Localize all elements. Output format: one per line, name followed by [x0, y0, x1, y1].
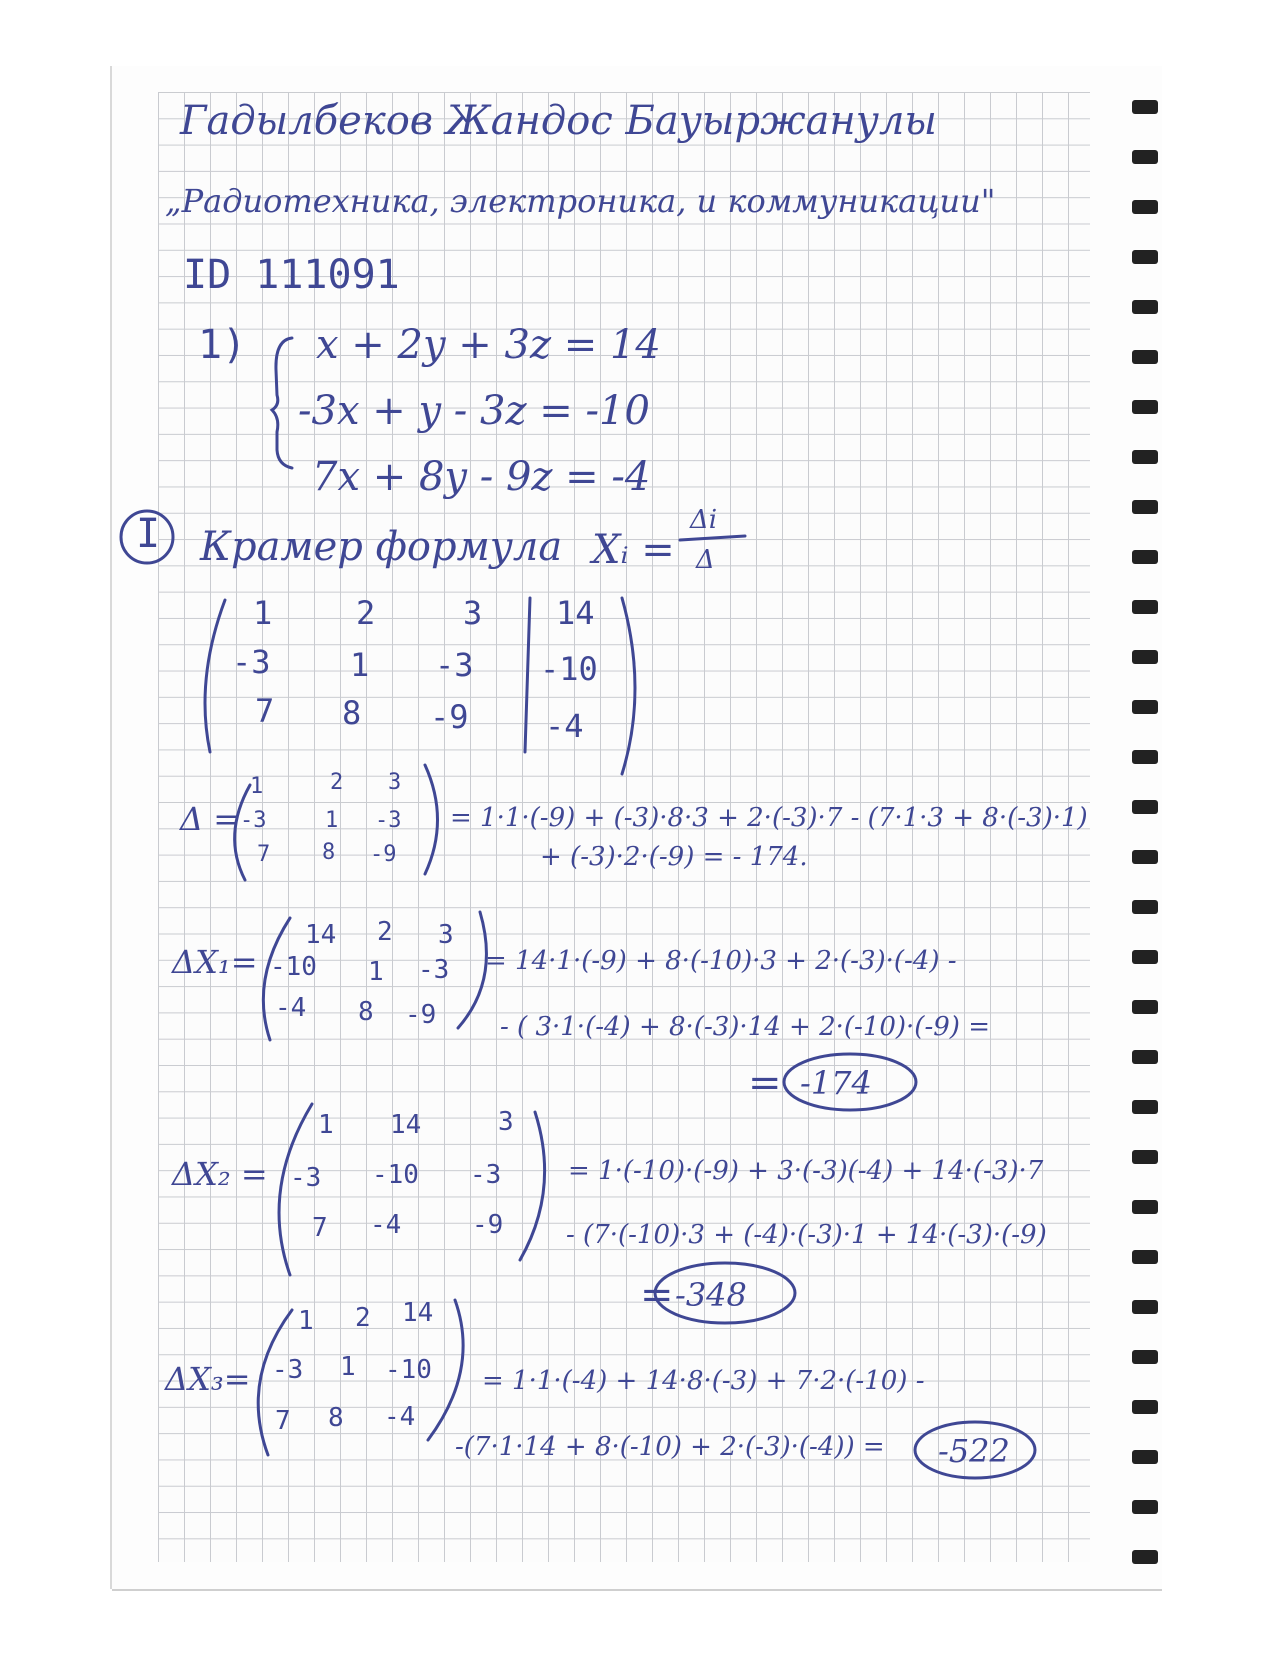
dx3-cell: -4 — [384, 1402, 416, 1432]
binding-ring — [1132, 1200, 1158, 1214]
binding-ring — [1132, 1300, 1158, 1314]
delta-cell: -9 — [370, 842, 397, 867]
dx2-cell: 14 — [390, 1110, 422, 1140]
binding-ring — [1132, 1250, 1158, 1264]
aug-cell: -3 — [232, 643, 271, 681]
student-name: Гадылбеков Жандос Бауыржанулы — [180, 98, 938, 144]
dx1-expansion-line-2: - ( 3·1·(-4) + 8·(-3)·14 + 2·(-10)·(-9) = — [500, 1012, 990, 1042]
aug-cell: -4 — [545, 707, 584, 745]
dx1-expansion-line-1: = 14·1·(-9) + 8·(-10)·3 + 2·(-3)·(-4) - — [485, 946, 957, 976]
equation-1: x + 2y + 3z = 14 — [316, 322, 661, 368]
delta-cell: 1 — [325, 808, 339, 833]
student-id: ID 111091 — [183, 252, 400, 298]
binding-ring — [1132, 150, 1158, 164]
dx2-cell: 7 — [312, 1213, 328, 1243]
dx3-result: -522 — [938, 1432, 1010, 1470]
binding-ring — [1132, 1500, 1158, 1514]
binding-ring — [1132, 700, 1158, 714]
aug-cell: 3 — [463, 594, 483, 632]
aug-cell: 1 — [350, 646, 370, 684]
delta-cell: 1 — [250, 774, 264, 799]
delta-cell: 8 — [322, 840, 336, 865]
delta-cell: -3 — [240, 808, 267, 833]
dx2-cell: 1 — [318, 1110, 334, 1140]
dx3-cell: 2 — [355, 1303, 371, 1333]
dx1-label: ΔX₁= — [172, 943, 258, 981]
dx3-cell: 7 — [275, 1406, 291, 1436]
dx1-cell: 14 — [305, 920, 337, 950]
cramer-formula-denominator: Δ — [696, 545, 715, 575]
spiral-binding — [1122, 70, 1162, 1590]
binding-ring — [1132, 1100, 1158, 1114]
delta-cell: 3 — [388, 770, 402, 795]
binding-ring — [1132, 1400, 1158, 1414]
dx1-cell: -3 — [418, 955, 450, 985]
dx2-cell: -4 — [370, 1210, 402, 1240]
dx3-cell: 14 — [402, 1298, 434, 1328]
dx2-cell: -3 — [290, 1163, 322, 1193]
delta-cell: 7 — [257, 842, 271, 867]
dx1-cell: -4 — [275, 993, 307, 1023]
dx1-cell: 2 — [377, 917, 393, 947]
dx3-cell: -10 — [385, 1355, 432, 1385]
binding-ring — [1132, 650, 1158, 664]
section-numeral: I — [136, 511, 161, 557]
equation-2: -3x + y - 3z = -10 — [298, 388, 650, 434]
dx2-cell: -9 — [472, 1210, 504, 1240]
task-number: 1) — [198, 322, 247, 368]
binding-ring — [1132, 1350, 1158, 1364]
dx3-label: ΔX₃= — [165, 1360, 251, 1398]
dx1-cell: 3 — [438, 920, 454, 950]
delta-expansion-line-1: = 1·1·(-9) + (-3)·8·3 + 2·(-3)·7 - (7·1·3 + 8·(-3)·1) — [450, 803, 1088, 833]
dx1-result: -174 — [800, 1064, 872, 1102]
binding-ring — [1132, 500, 1158, 514]
delta-expansion-line-2: + (-3)·2·(-9) = - 174. — [540, 842, 808, 872]
aug-cell: -10 — [540, 650, 598, 688]
dx2-cell: -3 — [470, 1160, 502, 1190]
aug-cell: 1 — [253, 594, 273, 632]
dx1-cell: -9 — [405, 1000, 437, 1030]
dx1-equals: = — [748, 1060, 782, 1106]
dx2-label: ΔX₂ = — [172, 1155, 268, 1193]
binding-ring — [1132, 550, 1158, 564]
dx3-cell: -3 — [272, 1355, 304, 1385]
aug-cell: -9 — [430, 698, 469, 736]
binding-ring — [1132, 100, 1158, 114]
binding-ring — [1132, 1000, 1158, 1014]
dx3-cell: 1 — [298, 1306, 314, 1336]
binding-ring — [1132, 450, 1158, 464]
cramer-formula-numerator: Δi — [690, 505, 718, 535]
dx2-expansion-line-1: = 1·(-10)·(-9) + 3·(-3)(-4) + 14·(-3)·7 — [568, 1156, 1044, 1186]
binding-ring — [1132, 350, 1158, 364]
binding-ring — [1132, 1150, 1158, 1164]
binding-ring — [1132, 800, 1158, 814]
dx2-cell: -10 — [372, 1160, 419, 1190]
dx2-result: -348 — [675, 1276, 747, 1314]
cramer-formula-lhs: Xᵢ = — [592, 527, 675, 573]
program-name: „Радиотехника, электроника, и коммуникации" — [165, 182, 996, 220]
equation-3: 7x + 8y - 9z = -4 — [312, 454, 651, 500]
dx3-cell: 1 — [340, 1352, 356, 1382]
delta-label: Δ = — [180, 800, 241, 838]
binding-ring — [1132, 400, 1158, 414]
binding-ring — [1132, 1550, 1158, 1564]
aug-cell: 7 — [255, 692, 275, 730]
binding-ring — [1132, 750, 1158, 764]
dx1-cell: -10 — [270, 952, 317, 982]
delta-cell: 2 — [330, 770, 344, 795]
binding-ring — [1132, 850, 1158, 864]
binding-ring — [1132, 250, 1158, 264]
binding-ring — [1132, 1050, 1158, 1064]
aug-cell: 8 — [342, 694, 362, 732]
method-title: Крамер формула — [200, 524, 563, 570]
dx1-cell: 1 — [368, 957, 384, 987]
binding-ring — [1132, 300, 1158, 314]
binding-ring — [1132, 950, 1158, 964]
dx2-expansion-line-2: - (7·(-10)·3 + (-4)·(-3)·1 + 14·(-3)·(-9) — [566, 1220, 1047, 1250]
dx1-cell: 8 — [358, 997, 374, 1027]
dx2-cell: 3 — [498, 1107, 514, 1137]
binding-ring — [1132, 200, 1158, 214]
binding-ring — [1132, 600, 1158, 614]
aug-cell: -3 — [435, 646, 474, 684]
binding-ring — [1132, 900, 1158, 914]
aug-cell: 14 — [556, 594, 595, 632]
dx2-equals: = — [640, 1272, 674, 1318]
binding-ring — [1132, 1450, 1158, 1464]
dx3-cell: 8 — [328, 1403, 344, 1433]
aug-cell: 2 — [356, 594, 376, 632]
delta-cell: -3 — [375, 808, 402, 833]
dx3-expansion-line-2: -(7·1·14 + 8·(-10) + 2·(-3)·(-4)) = — [455, 1432, 885, 1462]
dx3-expansion-line-1: = 1·1·(-4) + 14·8·(-3) + 7·2·(-10) - — [482, 1366, 925, 1396]
